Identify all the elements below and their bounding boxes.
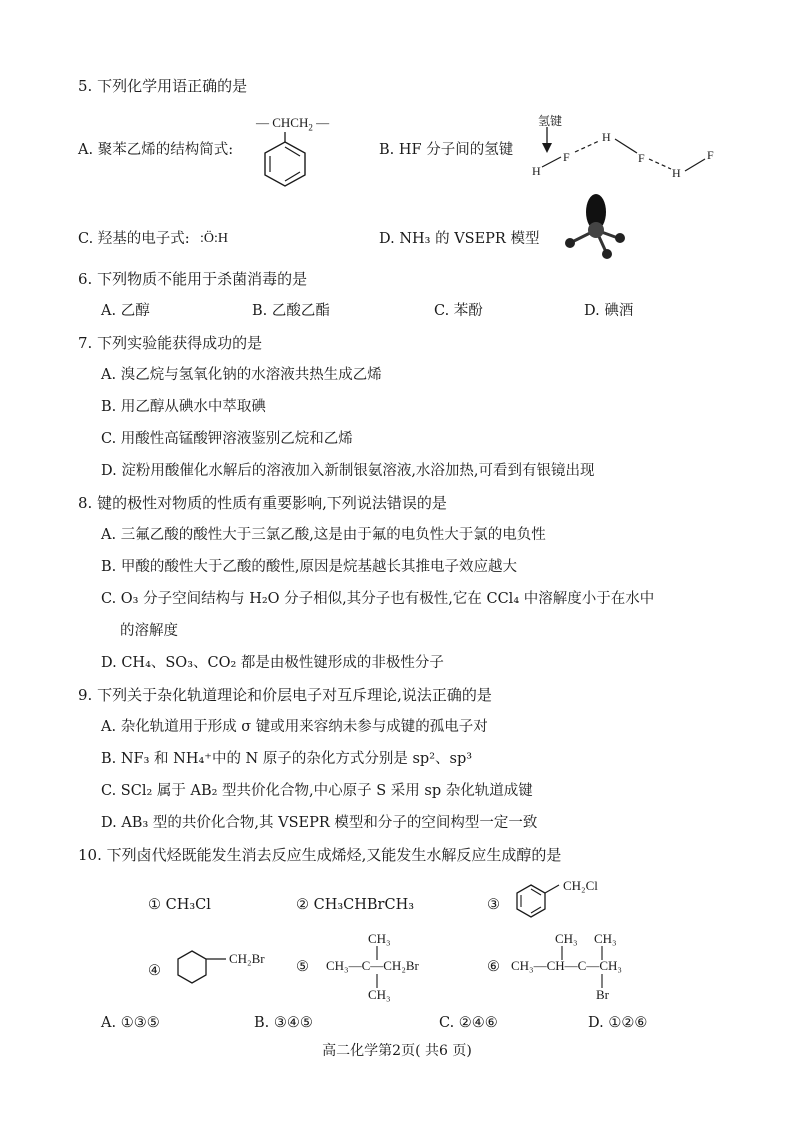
q9-option-b: B. NF₃ 和 NH₄⁺中的 N 原子的杂化方式分别是 sp²、sp³ bbox=[101, 751, 473, 767]
compound-5-bottom: CH₃ bbox=[368, 987, 391, 1002]
benzyl-chloride-structure bbox=[507, 877, 617, 927]
compound-5-bonds bbox=[372, 946, 382, 1016]
q10-option-d: D. ①②⑥ bbox=[588, 1015, 648, 1031]
q8-option-d: D. CH₄、SO₃、CO₂ 都是由极性键形成的非极性分子 bbox=[101, 655, 444, 671]
compound-2: ② CH₃CHBrCH₃ bbox=[296, 897, 415, 913]
q8-stem: 8. 键的极性对物质的性质有重要影响,下列说法错误的是 bbox=[78, 494, 447, 512]
q8-option-c: C. O₃ 分子空间结构与 H₂O 分子相似,其分子也有极性,它在 CCl₄ 中溶解度小于在水中 bbox=[101, 591, 655, 607]
atom-h: H bbox=[672, 166, 681, 180]
q7-option-a: A. 溴乙烷与氢氧化钠的水溶液共热生成乙烯 bbox=[101, 367, 382, 383]
q5-option-d: D. NH₃ 的 VSEPR 模型 bbox=[379, 231, 540, 247]
q8-option-b: B. 甲酸的酸性大于乙酸的酸性,原因是烷基越长其推电子效应越大 bbox=[101, 559, 517, 575]
compound-1: ① CH₃Cl bbox=[148, 897, 211, 913]
compound-4-number: ④ bbox=[148, 963, 161, 979]
q7-option-b: B. 用乙醇从碘水中萃取碘 bbox=[101, 399, 266, 415]
atom-f: F bbox=[707, 148, 714, 162]
q7-stem: 7. 下列实验能获得成功的是 bbox=[78, 334, 263, 352]
q10-option-a: A. ①③⑤ bbox=[101, 1015, 160, 1031]
q8-option-a: A. 三氟乙酸的酸性大于三氯乙酸,这是由于氟的电负性大于氯的电负性 bbox=[101, 527, 546, 543]
compound-3-group: CH₂Cl bbox=[563, 878, 598, 893]
hydroxyl-electron-formula: :Ö:H bbox=[200, 231, 228, 246]
q6-option-c: C. 苯酚 bbox=[434, 303, 483, 319]
atom-f: F bbox=[638, 151, 645, 165]
compound-3-number: ③ bbox=[487, 897, 500, 913]
q5-a-chain: — $CHCH_2$ — bbox=[256, 115, 330, 133]
q7-option-c: C. 用酸性高锰酸钾溶液鉴别乙烷和乙烯 bbox=[101, 431, 353, 447]
q10-option-c: C. ②④⑥ bbox=[439, 1015, 498, 1031]
q10-stem: 10. 下列卤代烃既能发生消去反应生成烯烃,又能发生水解反应生成醇的是 bbox=[78, 846, 562, 864]
q9-option-a: A. 杂化轨道用于形成 σ 键或用来容纳未参与成键的孤电子对 bbox=[101, 719, 488, 735]
q8-option-c-cont: 的溶解度 bbox=[120, 623, 178, 639]
hydrogen-bond-label: 氢键 bbox=[538, 114, 563, 128]
q6-option-a: A. 乙醇 bbox=[101, 303, 150, 319]
q10-option-b: B. ③④⑤ bbox=[254, 1015, 313, 1031]
q6-stem: 6. 下列物质不能用于杀菌消毒的是 bbox=[78, 270, 308, 288]
q5-option-c: C. 羟基的电子式: bbox=[78, 231, 190, 247]
q6-option-b: B. 乙酸乙酯 bbox=[252, 303, 330, 319]
q6-option-d: D. 碘酒 bbox=[584, 303, 634, 319]
compound-6-bottom: Br bbox=[596, 987, 609, 1002]
q9-option-c: C. SCl₂ 属于 AB₂ 型共价化合物,中心原子 S 采用 sp 杂化轨道成键 bbox=[101, 783, 533, 799]
nh3-vsepr-model-icon bbox=[560, 190, 640, 270]
benzene-ring-icon bbox=[255, 132, 315, 192]
q9-option-d: D. AB₃ 型的共价化合物,其 VSEPR 模型和分子的空间构型一定一致 bbox=[101, 815, 538, 831]
q5-stem: 5. 下列化学用语正确的是 bbox=[78, 77, 248, 95]
atom-f: F bbox=[563, 150, 570, 164]
atom-h: H bbox=[602, 130, 611, 144]
q9-stem: 9. 下列关于杂化轨道理论和价层电子对互斥理论,说法正确的是 bbox=[78, 686, 492, 704]
compound-6-top-2: CH₃ bbox=[594, 931, 617, 946]
compound-5-number: ⑤ bbox=[296, 959, 309, 975]
compound-6-main: CH₃—CH—C—CH₃ bbox=[511, 958, 622, 973]
compound-4-group: CH₂Br bbox=[229, 951, 265, 966]
compound-6-top-1: CH₃ bbox=[555, 931, 578, 946]
q7-option-d: D. 淀粉用酸催化水解后的溶液加入新制银氨溶液,水浴加热,可看到有银镜出现 bbox=[101, 463, 595, 479]
compound-5-main: CH₃—C—CH₂Br bbox=[326, 958, 419, 973]
page-footer: 高二化学第2页( 共6 页) bbox=[322, 1043, 472, 1059]
q5-option-b: B. HF 分子间的氢键 bbox=[379, 142, 514, 158]
atom-h: H bbox=[532, 164, 541, 178]
compound-5-top: CH₃ bbox=[368, 931, 391, 946]
compound-6-number: ⑥ bbox=[487, 959, 500, 975]
compound-6-bonds bbox=[555, 946, 615, 1016]
q5-option-a: A. 聚苯乙烯的结构简式: bbox=[78, 142, 234, 158]
